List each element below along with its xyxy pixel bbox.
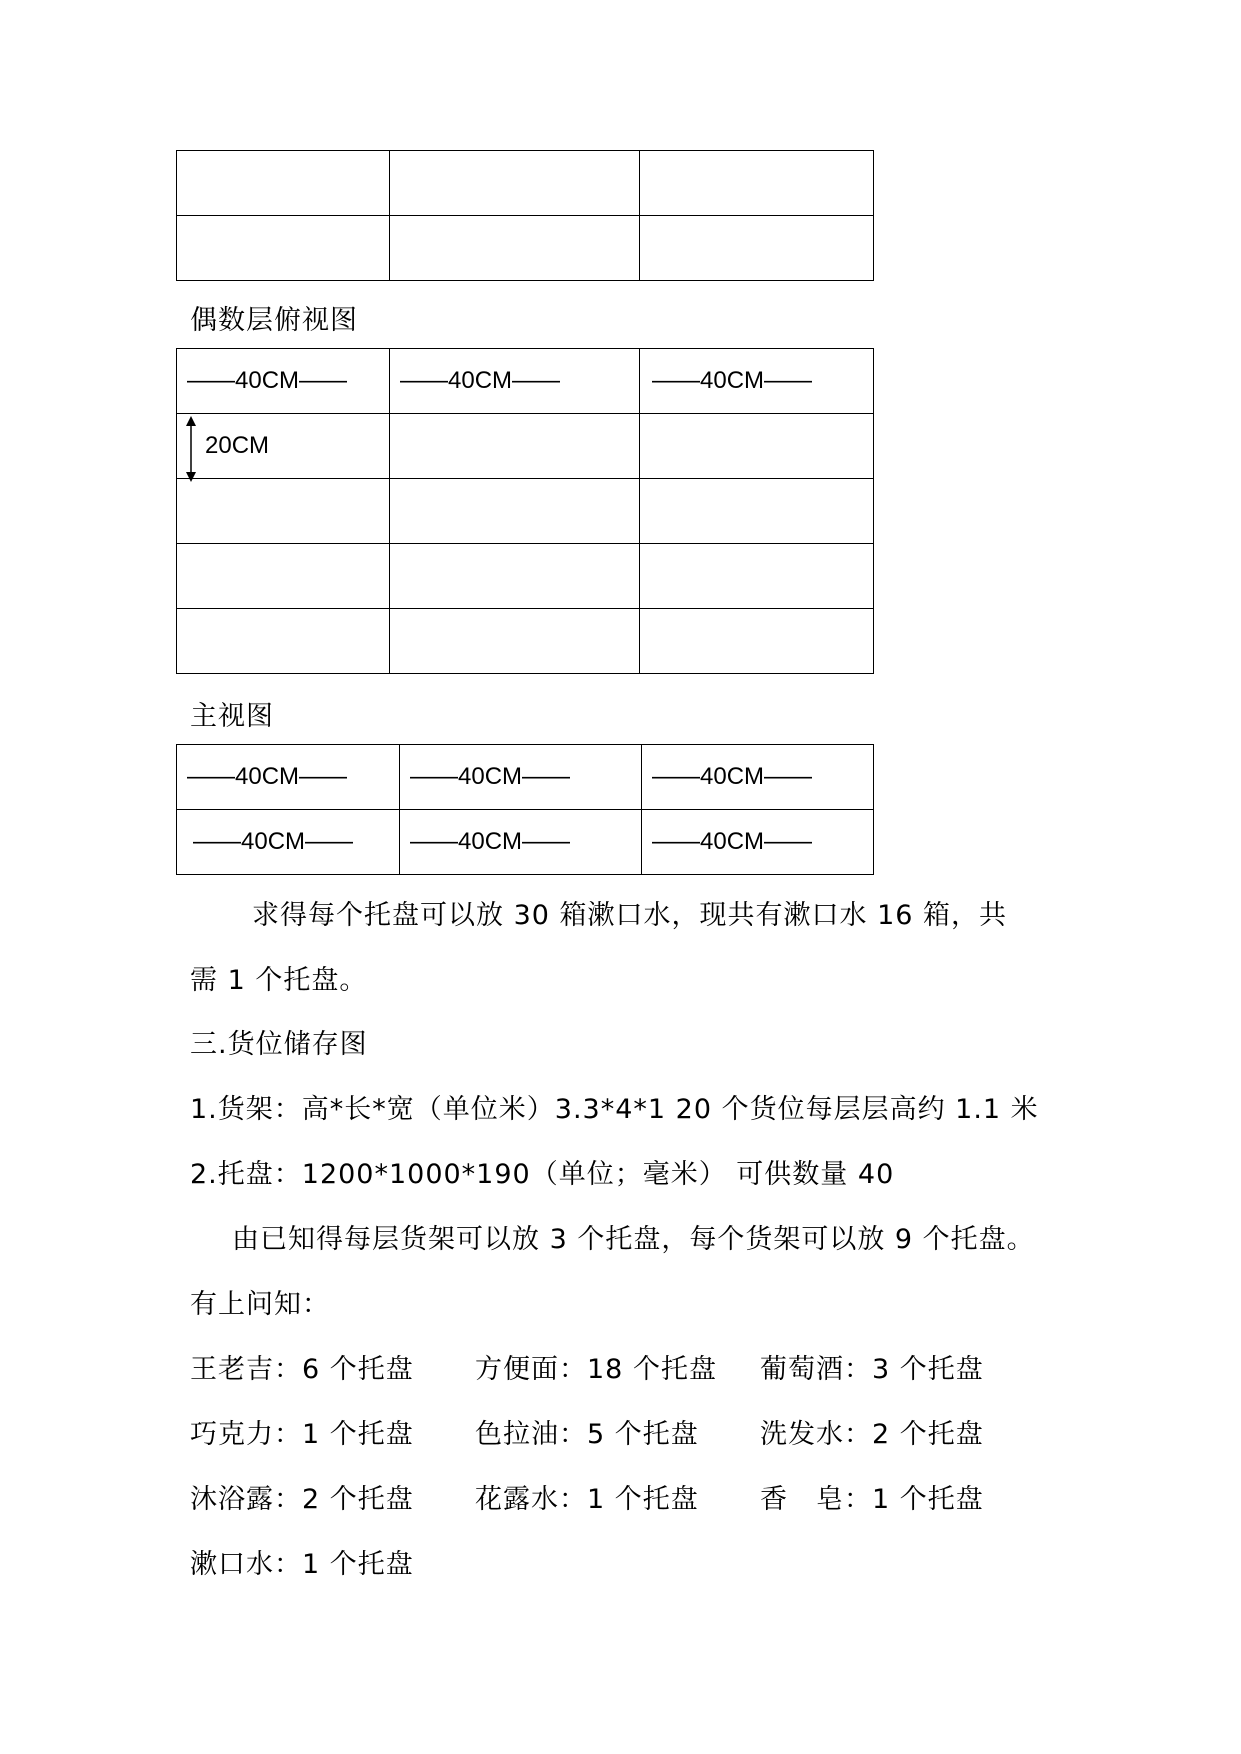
table-row	[177, 810, 874, 875]
list-item: 1.货架：高*长*宽（单位米）3.3*4*1 20 个货位每层层高约 1.1 米	[190, 1094, 1039, 1125]
pallet-item: 香 皂：1 个托盘	[760, 1484, 984, 1515]
table-cell: ——40CM——	[642, 810, 874, 875]
table-cell	[177, 544, 390, 609]
table-cell	[390, 544, 640, 609]
table-row	[177, 544, 874, 609]
pallet-item: 色拉油：5 个托盘	[475, 1419, 699, 1450]
caption-front-view: 主视图	[190, 701, 274, 732]
pallet-item: 巧克力：1 个托盘	[190, 1419, 414, 1450]
table-cell	[177, 216, 390, 281]
pallet-item: 王老吉：6 个托盘	[190, 1354, 414, 1385]
pallet-item: 沐浴露：2 个托盘	[190, 1484, 414, 1515]
top-view-table	[176, 150, 874, 281]
table-cell: ——40CM——	[177, 745, 400, 810]
table-cell	[640, 414, 874, 479]
double-arrow-icon	[183, 416, 199, 482]
list-item: 2.托盘：1200*1000*190（单位；毫米） 可供数量 40	[190, 1159, 895, 1190]
table-row	[177, 414, 874, 479]
table-cell: ——40CM——	[640, 349, 874, 414]
pallet-item: 漱口水：1 个托盘	[190, 1549, 414, 1580]
section-title: 三.货位储存图	[190, 1029, 368, 1060]
table-row	[177, 609, 874, 674]
table-row	[177, 349, 874, 414]
table-cell	[177, 479, 390, 544]
table-cell: ——40CM——	[400, 745, 642, 810]
pallet-item: 葡萄酒：3 个托盘	[760, 1354, 984, 1385]
table-cell	[177, 414, 390, 479]
table-cell	[640, 609, 874, 674]
pallet-item: 方便面：18 个托盘	[475, 1354, 717, 1385]
table-row	[177, 745, 874, 810]
table-row	[177, 479, 874, 544]
paragraph-line: 有上问知：	[190, 1289, 330, 1320]
table-cell: ——40CM——	[642, 745, 874, 810]
table-cell	[177, 609, 390, 674]
caption-even-layer: 偶数层俯视图	[190, 305, 358, 336]
table-cell: ——40CM——	[390, 349, 640, 414]
table-cell	[640, 479, 874, 544]
table-cell	[640, 151, 874, 216]
paragraph-line: 由已知得每层货架可以放 3 个托盘，每个货架可以放 9 个托盘。	[232, 1224, 1035, 1255]
table-cell: ——40CM——	[400, 810, 642, 875]
table-cell	[640, 216, 874, 281]
table-row	[177, 216, 874, 281]
table-cell	[390, 414, 640, 479]
table-cell	[640, 544, 874, 609]
table-cell	[177, 151, 390, 216]
table-cell	[390, 479, 640, 544]
table-cell	[390, 609, 640, 674]
table-row	[177, 151, 874, 216]
paragraph-line: 需 1 个托盘。	[190, 965, 368, 996]
front-view-table	[176, 744, 874, 875]
table-cell	[390, 216, 640, 281]
table-cell	[390, 151, 640, 216]
table-cell: ——40CM——	[177, 349, 390, 414]
pallet-item: 花露水：1 个托盘	[475, 1484, 699, 1515]
table-cell: ——40CM——	[177, 810, 400, 875]
paragraph-line: 求得每个托盘可以放 30 箱漱口水，现共有漱口水 16 箱，共	[252, 900, 1008, 931]
pallet-item: 洗发水：2 个托盘	[760, 1419, 984, 1450]
even-layer-table	[176, 348, 874, 674]
dimension-label: 20CM	[205, 432, 270, 459]
